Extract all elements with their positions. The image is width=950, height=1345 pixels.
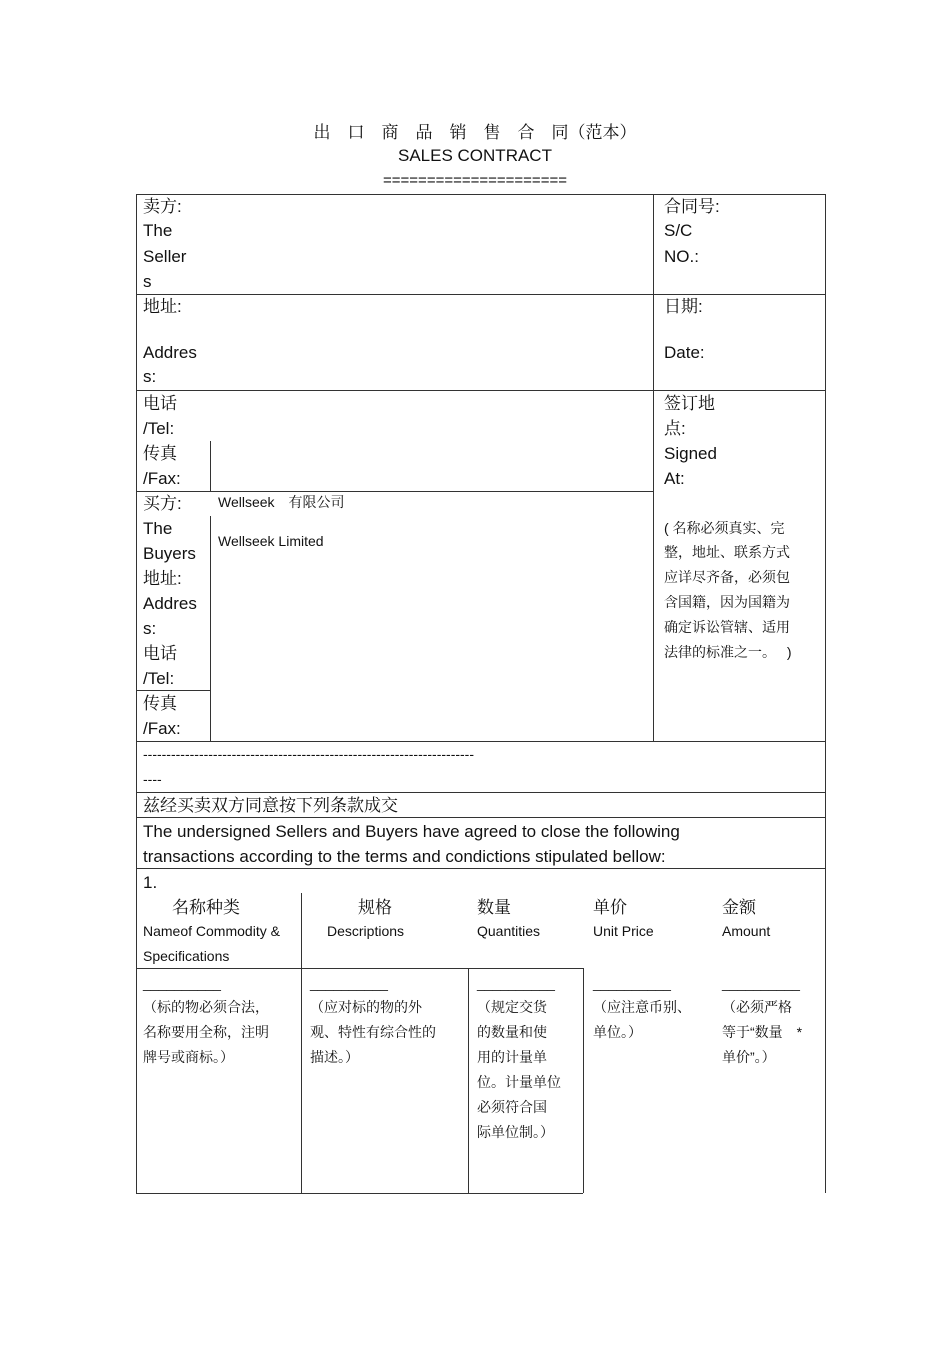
column-header-en: Descriptions [327, 923, 405, 939]
column-header-cn: 金额 [722, 898, 756, 917]
title-separator: ===================== [383, 172, 567, 189]
column-header-cn: 规格 [358, 898, 392, 917]
seller-address-label-en: Addres [143, 343, 197, 362]
buyer-fax-label-cn: 传真 [143, 694, 177, 713]
column-header-cn: 名称种类 [172, 898, 240, 917]
contract-no-label-en: S/C [664, 221, 693, 240]
date-label-cn: 日期: [664, 297, 703, 316]
buyer-label-en: The [143, 519, 173, 538]
seller-tel-label-cn: 电话 [143, 394, 177, 413]
seller-fax-label-en: /Fax: [143, 469, 181, 488]
buyer-tel-label-cn: 电话 [143, 644, 177, 663]
contract-no-label-en: NO.: [664, 247, 699, 266]
buyer-address-label-en: Addres [143, 594, 197, 613]
signed-at-label-cn: 签订地 [664, 394, 715, 413]
column-header-cn: 单价 [593, 898, 627, 917]
seller-address-label-cn: 地址: [143, 297, 182, 316]
seller-label-cn: 卖方: [143, 197, 182, 216]
unit-price-blank-line[interactable]: __________ [593, 975, 671, 991]
buyer-address-label-cn: 地址: [143, 569, 182, 588]
seller-fax-label-cn: 传真 [143, 444, 177, 463]
description-blank-line[interactable]: __________ [310, 975, 388, 991]
contract-no-label-cn: 合同号: [664, 197, 720, 216]
seller-tel-label-en: /Tel: [143, 419, 175, 438]
dash-line: ---- [143, 771, 162, 787]
buyer-address-label-en: s: [143, 619, 157, 638]
column-header-en: Nameof Commodity & [143, 923, 280, 939]
buyer-name-en: Wellseek Limited [218, 533, 324, 549]
agreement-en: transactions according to the terms and condictions stipulated bellow: [143, 847, 666, 866]
dash-line: ----------------------------------------------------------------------- [143, 746, 475, 762]
amount-blank-line[interactable]: __________ [722, 975, 800, 991]
column-header-en: Unit Price [593, 923, 654, 939]
buyer-label-en: Buyers [143, 544, 196, 563]
commodity-blank-line[interactable]: __________ [143, 975, 221, 991]
seller-label-en: Seller [143, 247, 187, 266]
signed-at-label-cn: 点: [664, 419, 686, 438]
column-header-en: Amount [722, 923, 771, 939]
date-label-en: Date: [664, 343, 705, 362]
agreement-en: The undersigned Sellers and Buyers have agreed to close the following [143, 822, 680, 841]
seller-label-en: s [143, 272, 152, 291]
seller-address-label-en: s: [143, 367, 157, 386]
clause-number: 1. [143, 873, 158, 892]
title-chinese: 出 口 商 品 销 售 合 同（范本） [313, 123, 637, 142]
signed-at-label-en: At: [664, 469, 685, 488]
column-header-en: Quantities [477, 923, 541, 939]
buyer-fax-label-en: /Fax: [143, 719, 181, 738]
seller-label-en: The [143, 221, 173, 240]
seller-field[interactable] [212, 198, 648, 290]
buyer-tel-label-en: /Tel: [143, 669, 175, 688]
column-header-cn: 数量 [477, 898, 511, 917]
buyer-label-cn: 买方: [143, 494, 182, 513]
buyer-name-cn: Wellseek 有限公司 [218, 494, 345, 510]
signed-at-label-en: Signed [664, 444, 717, 463]
column-header-en: Specifications [143, 948, 230, 964]
agreement-cn: 兹经买卖双方同意按下列条款成交 [143, 796, 398, 815]
title-english: SALES CONTRACT [398, 146, 552, 165]
quantity-blank-line[interactable]: __________ [477, 975, 555, 991]
